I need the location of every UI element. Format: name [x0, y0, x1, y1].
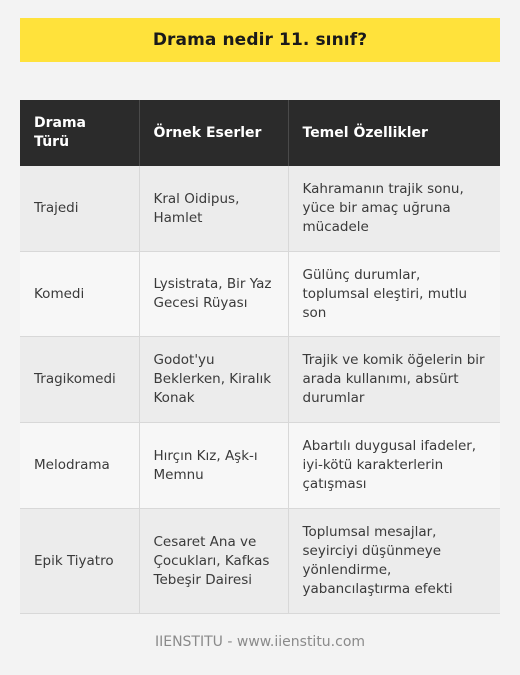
cell-examples: Kral Oidipus, Hamlet	[139, 166, 288, 252]
cell-features: Gülünç durumlar, toplumsal eleştiri, mutlu son	[288, 252, 500, 337]
drama-table	[20, 100, 500, 614]
table-row	[20, 423, 500, 509]
cell-features: Abartılı duygusal ifadeler, iyi-kötü karakterlerin çatışması	[288, 423, 500, 509]
table-row	[20, 166, 500, 252]
table-header	[20, 100, 500, 166]
cell-features: Kahramanın trajik sonu, yüce bir amaç uğruna mücadele	[288, 166, 500, 252]
cell-examples: Lysistrata, Bir Yaz Gecesi Rüyası	[139, 252, 288, 337]
title-banner	[20, 18, 500, 62]
cell-type: Melodrama	[20, 423, 139, 509]
cell-examples: Godot'yu Beklerken, Kiralık Konak	[139, 337, 288, 423]
cell-type: Trajedi	[20, 166, 139, 252]
cell-examples: Cesaret Ana ve Çocukları, Kafkas Tebeşir Dairesi	[139, 509, 288, 614]
cell-type: Komedi	[20, 252, 139, 337]
cell-type: Tragikomedi	[20, 337, 139, 423]
cell-examples: Hırçın Kız, Aşk-ı Memnu	[139, 423, 288, 509]
column-header-examples: Örnek Eserler	[139, 100, 288, 166]
cell-features: Toplumsal mesajlar, seyirciyi düşünmeye yönlendirme, yabancılaştırma efekti	[288, 509, 500, 614]
table-row	[20, 252, 500, 337]
table-header-row	[20, 100, 500, 166]
table-row	[20, 509, 500, 614]
cell-features: Trajik ve komik öğelerin bir arada kullanımı, absürt durumlar	[288, 337, 500, 423]
column-header-features: Temel Özellikler	[288, 100, 500, 166]
table-row	[20, 337, 500, 423]
table-body	[20, 166, 500, 614]
cell-type: Epik Tiyatro	[20, 509, 139, 614]
drama-table-container	[20, 100, 500, 614]
column-header-type: Drama Türü	[20, 100, 139, 166]
footer-credit: IIENSTITU - www.iienstitu.com	[154, 634, 366, 650]
page-title: Drama nedir 11. sınıf?	[152, 30, 368, 50]
